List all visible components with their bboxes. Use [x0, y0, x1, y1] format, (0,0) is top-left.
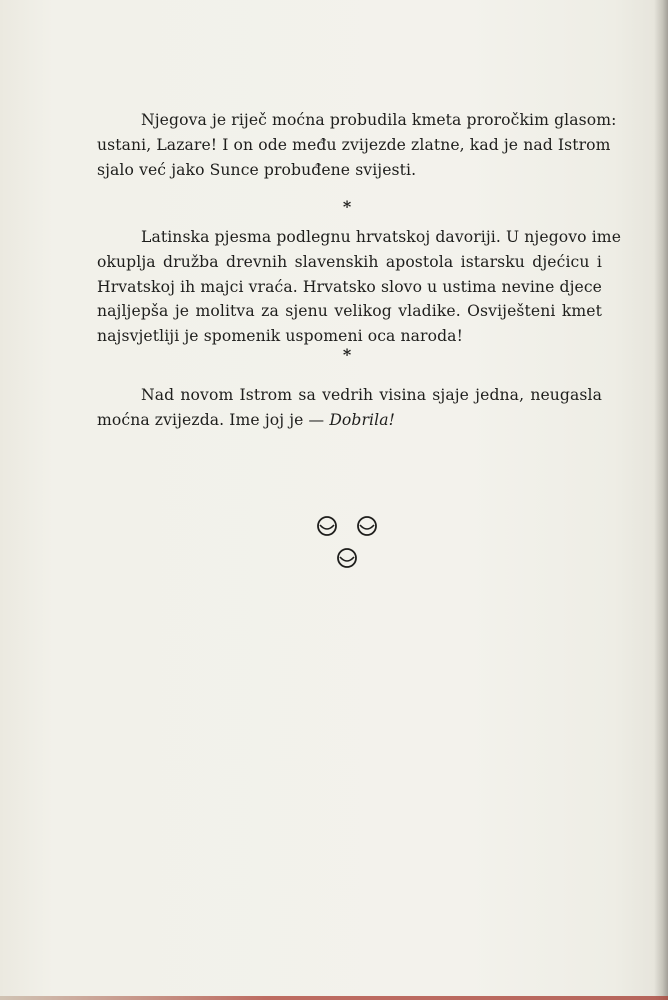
text-line: Njegova je riječ moćna probudila kmeta proročkim glasom:: [141, 111, 617, 129]
text-line: okuplja družba drevnih slavenskih apostola istarsku djećicu i: [97, 252, 602, 271]
text-line: Nad novom Istrom sa vedrih visina sjaje jedna, neugasla: [141, 386, 602, 404]
paragraph-1: [97, 108, 617, 182]
text-line: Hrvatskoj ih majci vraća. Hrvatsko slovo u ustima nevine djece: [97, 277, 602, 296]
three-circle-ornament-icon: [305, 513, 381, 569]
text-line: sjalo već jako Sunce probuđene svijesti.: [97, 160, 417, 179]
page-bottom-edge: [0, 996, 668, 1000]
text-line: ustani, Lazare! I on ode među zvijezde zlatne, kad je nad Istrom: [97, 135, 611, 154]
page-edge-shadow: [654, 0, 668, 1000]
text-line: najljepša je molitva za sjenu velikog vladike. Osviješteni kmet: [97, 302, 602, 321]
section-separator: *: [342, 197, 352, 216]
paragraph-3: [97, 383, 602, 433]
text-line: najsvjetliji je spomenik uspomeni oca naroda!: [97, 327, 463, 346]
text-line-start: moćna zvijezda. Ime joj je —: [97, 410, 330, 429]
text-line: Latinska pjesma podlegnu hrvatskoj davoriji. U njegovo ime: [141, 228, 622, 246]
section-separator: *: [342, 345, 352, 364]
paragraph-2: [97, 225, 622, 349]
emphasized-name: Dobrila!: [329, 410, 395, 429]
text-line: [97, 408, 602, 433]
